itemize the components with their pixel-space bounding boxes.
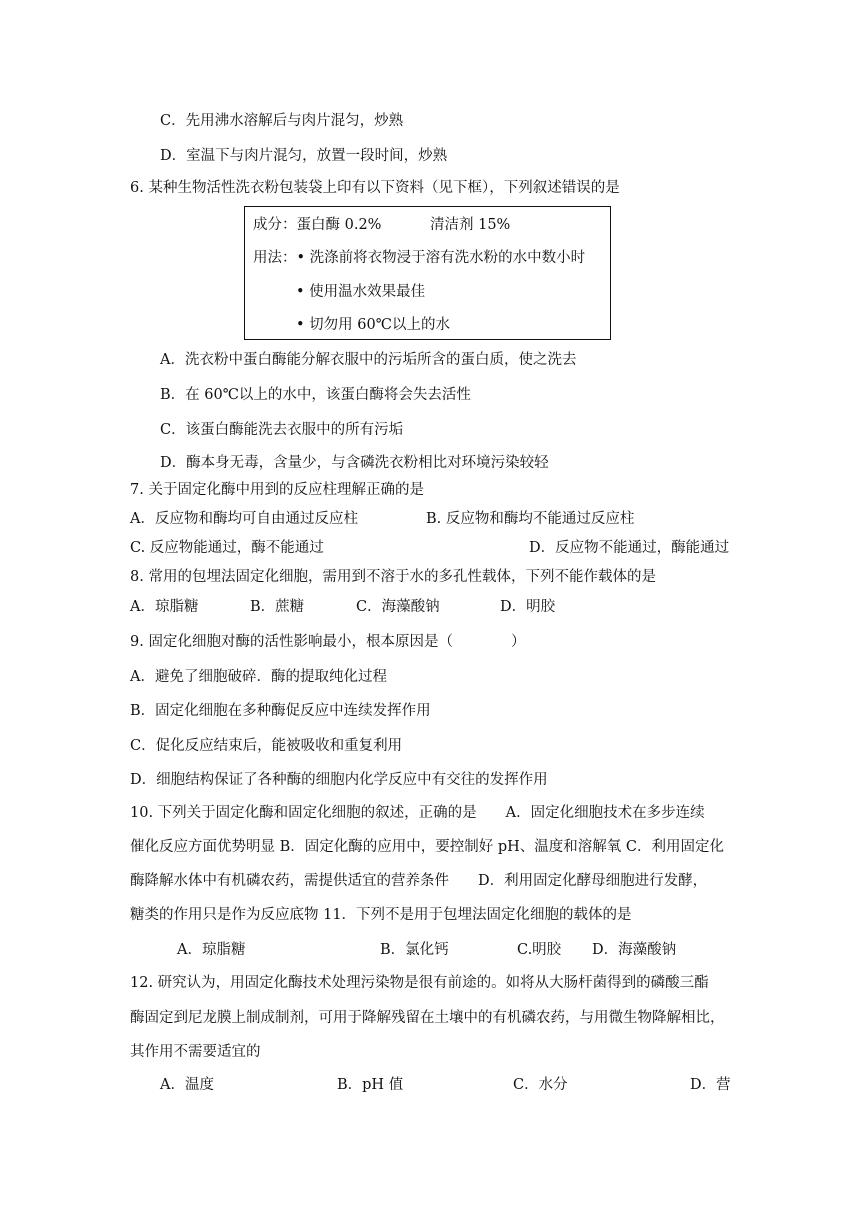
q10-line-3: 酶降解水体中有机磷农药，需提供适宜的营养条件 D．利用固定化酵母细胞进行发酵， [130,873,708,889]
q8-stem: 8. 常用的包埋法固定化细胞，需用到不溶于水的多孔性载体，下列不能作载体的是 [130,569,656,585]
q9-option-b: B．固定化细胞在多种酶促反应中连续发挥作用 [130,703,431,719]
q12-option-b: B．pH 值 [337,1077,404,1093]
q11-option-a: A．琼脂糖 [177,942,246,958]
q12-line-1: 12. 研究认为，用固定化酶技术处理污染物是很有前途的。如将从大肠杆菌得到的磷酸三酯 [130,975,709,991]
q6-box-usage-2: • 使用温水效果最佳 [296,284,426,300]
q9-option-a: A．避免了细胞破碎．酶的提取纯化过程 [130,669,387,685]
q7-option-d: D．反应物不能通过，酶能通过 [529,540,730,556]
q6-option-c: C．该蛋白酶能洗去衣服中的所有污垢 [160,422,404,438]
q6-option-b: B．在 60℃以上的水中，该蛋白酶将会失去活性 [160,387,471,403]
q6-stem: 6. 某种生物活性洗衣粉包装袋上印有以下资料（见下框），下列叙述错误的是 [130,180,620,196]
q12-option-c: C．水分 [513,1077,568,1093]
q10-line-2: 催化反应方面优势明显 B．固定化酶的应用中，要控制好 pH、温度和溶解氧 C．利用固定化 [130,839,725,855]
q12-option-a: A．温度 [160,1077,214,1093]
q9-option-d: D．细胞结构保证了各种酶的细胞内化学反应中有交往的发挥作用 [130,772,548,788]
q11-option-b: B．氯化钙 [380,942,449,958]
q7-option-a: A．反应物和酶均可自由通过反应柱 [130,511,358,527]
q11-option-d: D．海藻酸钠 [592,942,677,958]
q10-line-4: 糖类的作用只是作为反应底物 11．下列不是用于包埋法固定化细胞的载体的是 [130,907,632,923]
q12-line-3: 其作用不需要适宜的 [130,1044,261,1060]
q9-option-c: C．促化反应结束后，能被吸收和重复利用 [130,738,403,754]
q12-option-d: D．营 [690,1077,731,1093]
q8-option-a: A．琼脂糖 [130,599,199,615]
q5-option-d: D．室温下与肉片混匀，放置一段时间，炒熟 [160,148,448,164]
q8-option-b: B．蔗糖 [250,599,305,615]
q7-option-c: C. 反应物能通过，酶不能通过 [130,540,324,556]
q11-option-c: C.明胶 [517,942,562,958]
q12-line-2: 酶固定到尼龙膜上制成制剂，可用于降解残留在土壤中的有机磷农药，与用微生物降解相比， [130,1010,725,1026]
q6-box-ingredients-extra: 清洁剂 15% [430,217,511,233]
q6-option-d: D．酶本身无毒，含量少，与含磷洗衣粉相比对环境污染较轻 [160,455,549,471]
q7-stem: 7. 关于固定化酶中用到的反应柱理解正确的是 [130,482,424,498]
q6-box-ingredients: 成分：蛋白酶 0.2% [253,217,382,233]
q8-option-c: C．海藻酸钠 [356,599,440,615]
q7-option-b: B. 反应物和酶均不能通过反应柱 [426,511,635,527]
q8-option-d: D．明胶 [500,599,556,615]
q10-line-1: 10. 下列关于固定化酶和固定化细胞的叙述，正确的是 A．固定化细胞技术在多步连续 [130,805,705,821]
q9-stem: 9. 固定化细胞对酶的活性影响最小，根本原因是（ ） [130,634,526,650]
q5-option-c: C．先用沸水溶解后与肉片混匀，炒熟 [160,113,404,129]
q6-box-usage-1: 用法：• 洗涤前将衣物浸于溶有洗水粉的水中数小时 [253,250,586,266]
q6-box-usage-3: • 切勿用 60℃以上的水 [296,317,450,333]
q6-option-a: A．洗衣粉中蛋白酶能分解衣服中的污垢所含的蛋白质，使之洗去 [160,352,577,368]
